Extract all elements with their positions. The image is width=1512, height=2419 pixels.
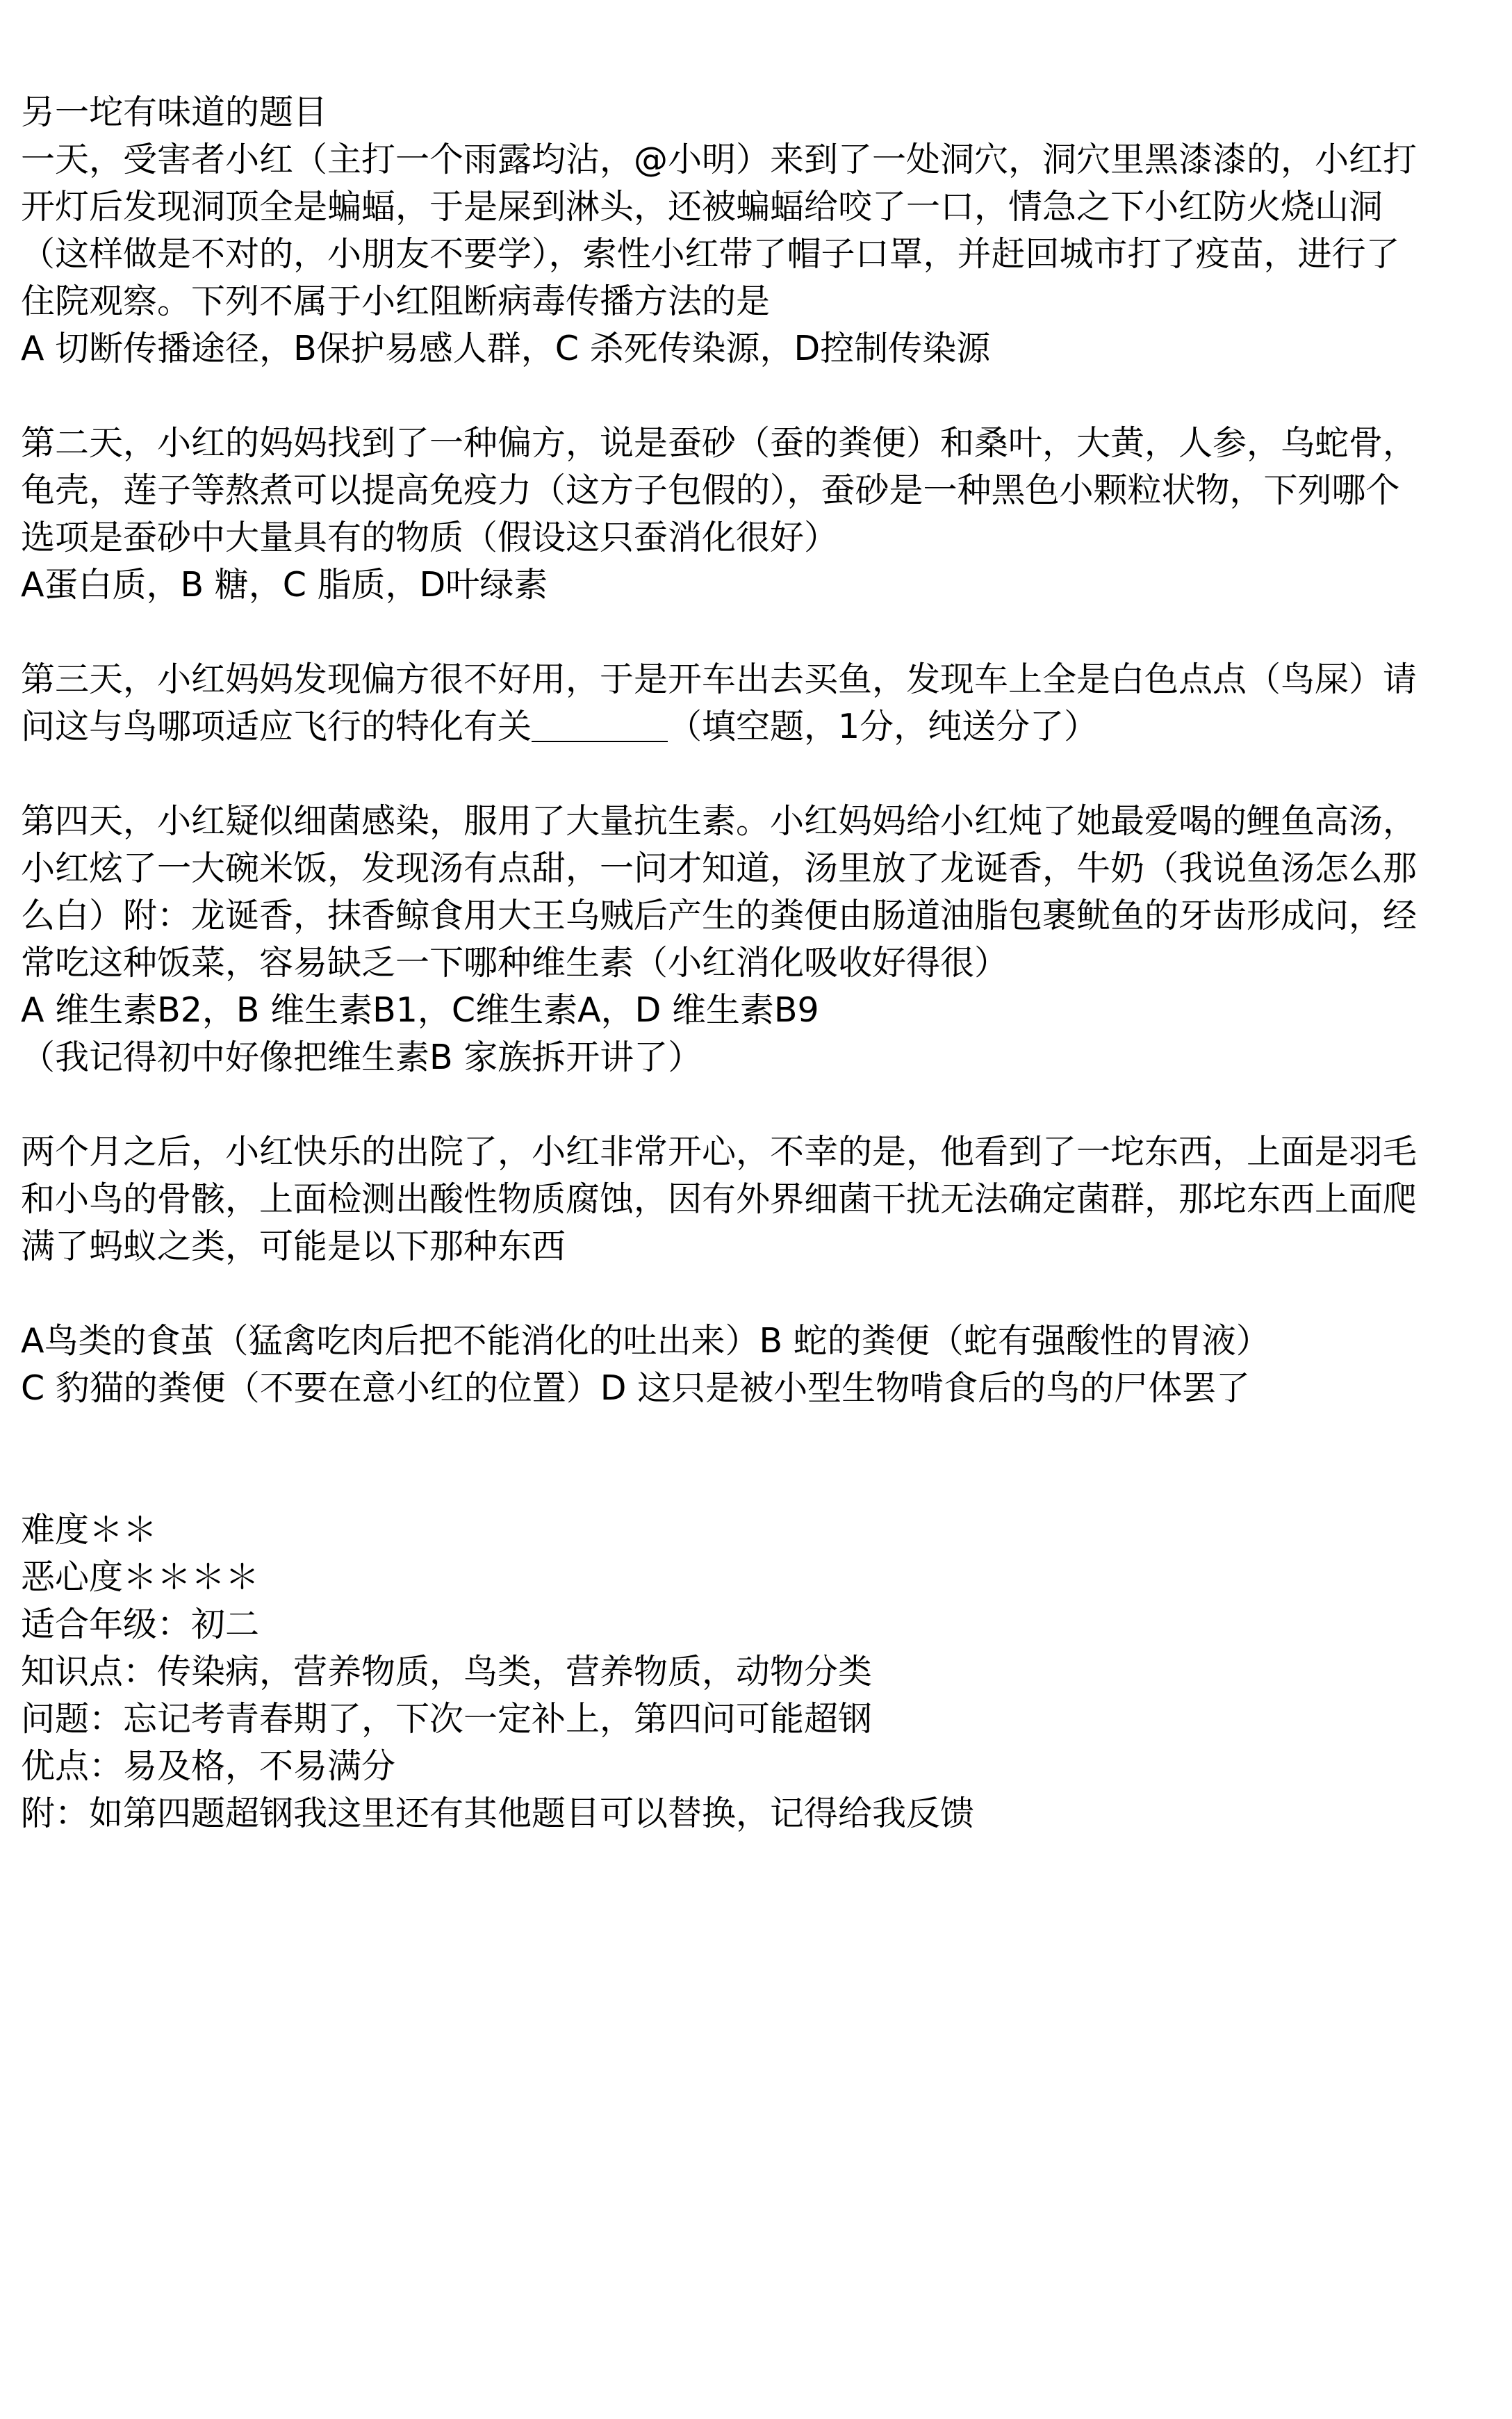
question-2	[21, 420, 1501, 609]
question-3-line: 第三天，小红妈妈发现偏方很不好用，于是开车出去买鱼，发现车上全是白色点点（鸟屎）请	[21, 659, 1418, 699]
difficulty-rating: 难度＊＊	[21, 1510, 158, 1550]
question-2-line: 龟壳，莲子等熬煮可以提高免疫力（这方子包假的），蚕砂是一种黑色小颗粒状物，下列哪个	[21, 470, 1400, 510]
question-1-options: A 切断传播途径，B保护易感人群，C 杀死传染源，D控制传染源	[21, 329, 991, 368]
question-4-line: 么白）附：龙诞香，抹香鲸食用大王乌贼后产生的粪便由肠道油脂包裹鱿鱼的牙齿形成问，经	[21, 896, 1418, 935]
question-5-line: 和小鸟的骨骸，上面检测出酸性物质腐蚀，因有外界细菌干扰无法确定菌群，那坨东西上面爬	[21, 1179, 1418, 1219]
blank-line	[21, 372, 1501, 420]
question-5-options: C 豹猫的粪便（不要在意小红的位置）D 这只是被小型生物啃食后的鸟的尸体罢了	[21, 1368, 1251, 1408]
question-5-line: 两个月之后，小红快乐的出院了，小红非常开心，不幸的是，他看到了一坨东西，上面是羽毛	[21, 1132, 1418, 1172]
question-3-line: 问这与鸟哪项适应飞行的特化有关＿＿＿＿（填空题，1分，纯送分了）	[21, 707, 1099, 746]
question-4-options: A 维生素B2，B 维生素B1，C维生素A，D 维生素B9	[21, 990, 819, 1030]
question-2-options: A蛋白质，B 糖，C 脂质，D叶绿素	[21, 565, 548, 605]
blank-space	[21, 1412, 1501, 1507]
grade-level: 适合年级：初二	[21, 1605, 260, 1644]
disgust-rating: 恶心度＊＊＊＊	[21, 1557, 260, 1597]
question-2-line: 第二天，小红的妈妈找到了一种偏方，说是蚕砂（蚕的粪便）和桑叶，大黄，人参，乌蛇骨，	[21, 423, 1418, 463]
document-body	[21, 89, 1501, 1837]
knowledge-points: 知识点：传染病，营养物质，鸟类，营养物质，动物分类	[21, 1652, 873, 1691]
question-5-options: A鸟类的食茧（猛禽吃肉后把不能消化的吐出来）B 蛇的粪便（蛇有强酸性的胃液）	[21, 1321, 1270, 1361]
pros-note: 优点：易及格，不易满分	[21, 1746, 396, 1786]
question-4-line: 常吃这种饭菜，容易缺乏一下哪种维生素（小红消化吸收好得很）	[21, 943, 1009, 983]
document-title: 另一坨有味道的题目	[21, 92, 328, 132]
question-4-line: 小红炫了一大碗米饭，发现汤有点甜，一问才知道，汤里放了龙诞香，牛奶（我说鱼汤怎么那	[21, 848, 1418, 888]
blank-line	[21, 609, 1501, 656]
meta-info	[21, 1507, 1501, 1837]
question-1-line: （这样做是不对的，小朋友不要学），索性小红带了帽子口罩，并赶回城市打了疫苗，进行了	[21, 234, 1400, 274]
blank-line	[21, 1270, 1501, 1318]
question-4-note: （我记得初中好像把维生素B 家族拆开讲了）	[21, 1038, 702, 1077]
question-1-line: 住院观察。下列不属于小红阻断病毒传播方法的是	[21, 281, 771, 321]
question-4-line: 第四天，小红疑似细菌感染，服用了大量抗生素。小红妈妈给小红炖了她最爱喝的鲤鱼高汤，	[21, 801, 1418, 841]
blank-line	[21, 1081, 1501, 1129]
question-1	[21, 136, 1501, 372]
question-3	[21, 656, 1501, 751]
question-5	[21, 1129, 1501, 1412]
question-1-line: 一天，受害者小红（主打一个雨露均沾，@小明）来到了一处洞穴，洞穴里黑漆漆的，小红打	[21, 140, 1418, 179]
appendix-note: 附：如第四题超钢我这里还有其他题目可以替换，记得给我反馈	[21, 1794, 975, 1833]
issues-note: 问题：忘记考青春期了，下次一定补上，第四问可能超钢	[21, 1699, 873, 1739]
blank-line	[21, 751, 1501, 798]
question-2-line: 选项是蚕砂中大量具有的物质（假设这只蚕消化很好）	[21, 518, 839, 557]
question-4	[21, 798, 1501, 1081]
question-5-line: 满了蚂蚁之类，可能是以下那种东西	[21, 1227, 566, 1266]
question-1-line: 开灯后发现洞顶全是蝙蝠，于是屎到淋头，还被蝙蝠给咬了一口，情急之下小红防火烧山洞	[21, 187, 1383, 227]
